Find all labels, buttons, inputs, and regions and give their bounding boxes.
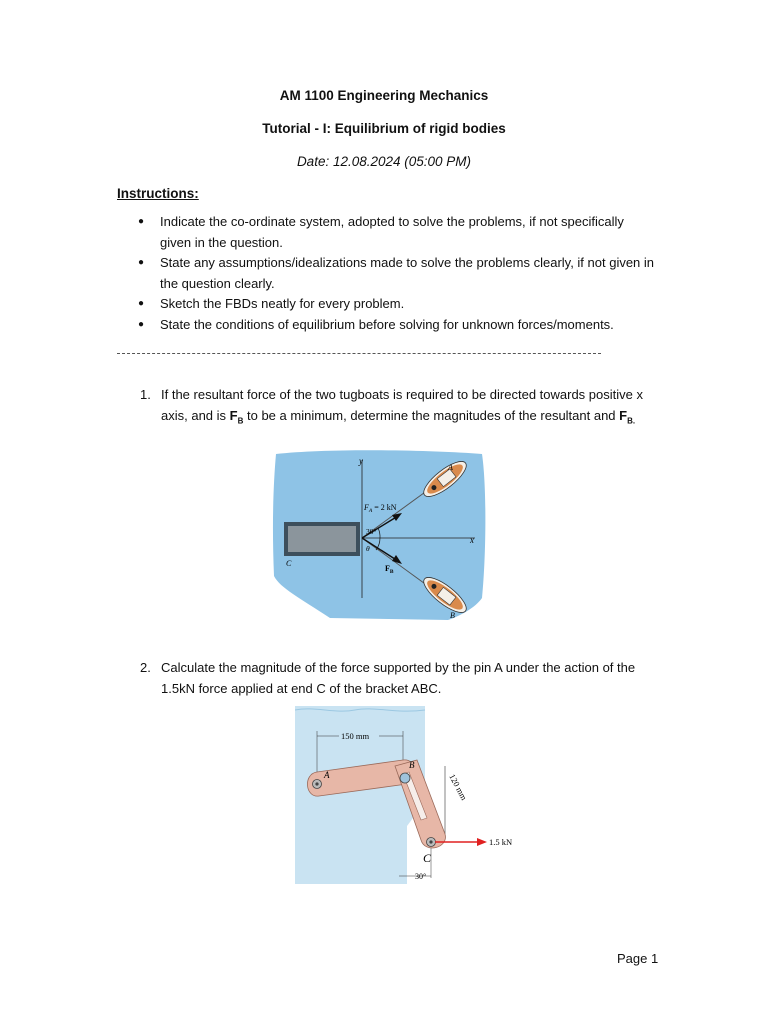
label-fb: $F_B$	[385, 564, 394, 575]
instruction-item: ● Sketch the FBDs neatly for every problem.	[138, 294, 658, 315]
label-a: A	[324, 770, 330, 780]
force-arrowhead	[477, 838, 487, 846]
angle-label: 30°	[415, 872, 427, 881]
instruction-item: ● Indicate the co-ordinate system, adopted to solve the problems, if not specifically given in the question.	[138, 212, 658, 253]
tutorial-title: Tutorial - I: Equilibrium of rigid bodies	[262, 121, 506, 136]
tutorial-date: Date: 12.08.2024 (05:00 PM)	[296, 154, 472, 169]
dim-150: 150 mm	[341, 731, 370, 741]
label-theta: θ	[366, 544, 370, 553]
course-title: AM 1100 Engineering Mechanics	[279, 88, 489, 103]
page-number: Page 1	[617, 951, 659, 966]
question-number: 1.	[140, 387, 151, 402]
question-number: 2.	[140, 660, 151, 675]
instruction-item: ● State the conditions of equilibrium before solving for unknown forces/moments.	[138, 315, 658, 336]
barge-deck	[288, 526, 356, 552]
y-axis-label: y	[359, 456, 363, 466]
bracket-figure	[295, 706, 527, 884]
pin-b	[400, 773, 410, 783]
question-text: If the resultant force of the two tugboats is required to be directed towards positive x axis, and is $F_B$ to be a minimum, determine the magnitudes of the resultant and $F_{B.}$	[161, 387, 643, 426]
label-fa: $F_A = 2$ kN	[364, 503, 397, 514]
tugboat-figure	[270, 448, 488, 624]
instructions-heading: Instructions:	[117, 186, 199, 201]
x-axis-label: x	[470, 535, 474, 545]
instructions-list	[138, 212, 658, 335]
label-c: C	[423, 851, 432, 865]
label-c: C	[286, 559, 292, 568]
label-b: B	[409, 760, 415, 770]
question-1	[140, 385, 660, 432]
label-a: A	[448, 463, 453, 472]
instruction-item: ● State any assumptions/idealizations made to solve the problems clearly, if not given in the question clearly.	[138, 253, 658, 294]
separator-line	[117, 353, 601, 354]
label-b: B	[450, 611, 455, 620]
dim-120: 120 mm	[447, 772, 470, 802]
force-label: 1.5 kN	[489, 837, 513, 847]
label-angle-30: 30°	[366, 527, 377, 536]
question-text: Calculate the magnitude of the force supported by the pin A under the action of the 1.5kN force applied at end C of the bracket ABC.	[161, 660, 636, 696]
question-2	[140, 658, 660, 699]
